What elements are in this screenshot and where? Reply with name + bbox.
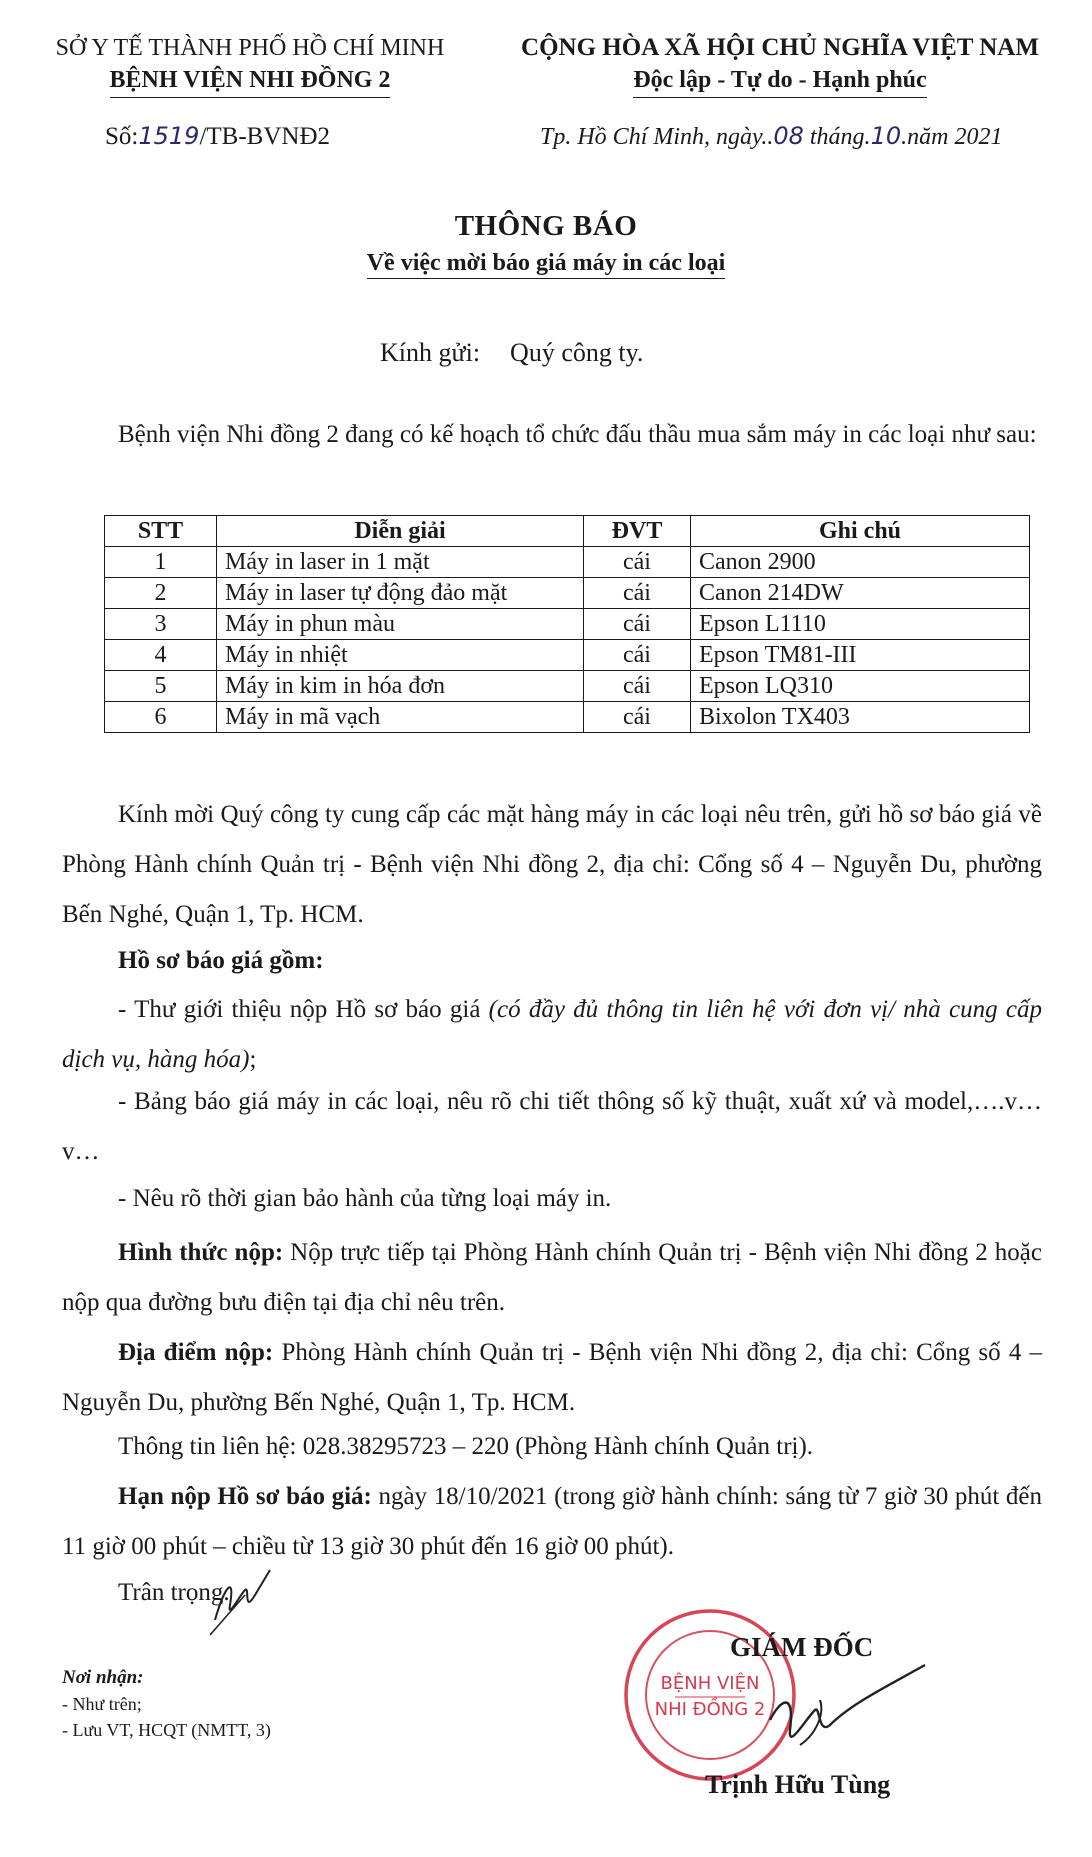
cell-unit: cái — [584, 547, 691, 578]
table-header-row — [105, 516, 1030, 547]
recipients-title: Nơi nhận: — [62, 1667, 144, 1688]
header-stt: STT — [105, 516, 217, 547]
cell-unit: cái — [584, 671, 691, 702]
cell-stt: 6 — [105, 702, 217, 733]
signer-name: Trịnh Hữu Tùng — [705, 1770, 891, 1799]
signer-position: GIÁM ĐỐC — [730, 1632, 874, 1662]
submission-place — [62, 1328, 1042, 1428]
table-row — [105, 671, 1030, 702]
printer-table — [104, 515, 1030, 733]
dossier-item-3: - Nêu rõ thời gian bảo hành của từng loại máy in. — [118, 1185, 612, 1212]
contact-info: Thông tin liên hệ: 028.38295723 – 220 (Phòng Hành chính Quản trị). — [118, 1433, 814, 1460]
country-name: CỘNG HÒA XÃ HỘI CHỦ NGHĨA VIỆT NAM — [521, 34, 1039, 61]
header-note: Ghi chú — [691, 516, 1030, 547]
cell-description: Máy in phun màu — [217, 609, 584, 640]
table-row — [105, 547, 1030, 578]
intro-paragraph: Bệnh viện Nhi đồng 2 đang có kế hoạch tổ chức đấu thầu mua sắm máy in các loại như sau: — [118, 421, 1037, 448]
number-handwritten: 1519 — [138, 122, 200, 150]
cell-stt: 2 — [105, 578, 217, 609]
place-label: Địa điểm nộp: — [118, 1339, 274, 1366]
cell-unit: cái — [584, 702, 691, 733]
salutation-label: Kính gửi: — [380, 338, 481, 367]
date-prefix: Tp. Hồ Chí Minh, ngày.. — [540, 124, 774, 150]
item1-end: ; — [249, 1046, 257, 1073]
date-mid: tháng. — [803, 124, 871, 150]
cell-note: Epson LQ310 — [691, 671, 1030, 702]
cell-description: Máy in laser in 1 mặt — [217, 547, 584, 578]
deadline — [62, 1472, 1042, 1572]
cell-unit: cái — [584, 609, 691, 640]
motto: Độc lập - Tự do - Hạnh phúc — [633, 64, 926, 98]
cell-description: Máy in nhiệt — [217, 640, 584, 671]
national-heading — [495, 32, 1065, 98]
motto-line — [495, 64, 1065, 98]
submission-method — [62, 1228, 1042, 1328]
seal-text-1: BỆNH VIỆN — [660, 1673, 760, 1694]
item1-text: - Thư giới thiệu nộp Hồ sơ báo giá — [118, 996, 489, 1023]
initial-signature — [205, 1565, 275, 1640]
method-label: Hình thức nộp: — [118, 1239, 284, 1266]
number-suffix: /TB-BVNĐ2 — [199, 123, 330, 150]
document-title: THÔNG BÁO — [454, 210, 638, 242]
org-line-1: SỞ Y TẾ THÀNH PHỐ HỒ CHÍ MINH — [55, 35, 445, 61]
document-subtitle — [0, 250, 1092, 277]
date-suffix: .năm 2021 — [901, 124, 1003, 150]
cell-description: Máy in laser tự động đảo mặt — [217, 578, 584, 609]
invitation-paragraph: Kính mời Quý công ty cung cấp các mặt hàng máy in các loại nêu trên, gửi hồ sơ báo giá về Phòng Hành chính Quản trị - Bệnh viện Nhi đồng 2, địa chỉ: Cổng số 4 – Nguyễn Du, phường Bến Nghé, Quận 1, Tp. HCM. — [62, 801, 1042, 928]
cell-note: Epson TM81-III — [691, 640, 1030, 671]
dossier-title: Hồ sơ báo giá gồm: — [118, 947, 324, 974]
dossier-item-1 — [62, 985, 1042, 1085]
dossier-item-2: - Bảng báo giá máy in các loại, nêu rõ chi tiết thông số kỹ thuật, xuất xứ và model,….v…v… — [62, 1088, 1042, 1165]
deadline-label: Hạn nộp Hồ sơ báo giá: — [118, 1483, 372, 1510]
header-unit: ĐVT — [584, 516, 691, 547]
cell-note: Bixolon TX403 — [691, 702, 1030, 733]
closing: Trân trọng. — [118, 1579, 230, 1606]
cell-stt: 1 — [105, 547, 217, 578]
cell-description: Máy in mã vạch — [217, 702, 584, 733]
cell-note: Canon 2900 — [691, 547, 1030, 578]
cell-stt: 5 — [105, 671, 217, 702]
number-prefix: Số: — [105, 123, 139, 150]
cell-note: Canon 214DW — [691, 578, 1030, 609]
table-row — [105, 578, 1030, 609]
recipient-line: - Lưu VT, HCQT (NMTT, 3) — [62, 1720, 271, 1740]
item1-italic: (có đầy đủ thông tin liên hệ với đơn vị/ nhà cung cấp dịch vụ, hàng hóa) — [62, 996, 1042, 1073]
salutation-recipient: Quý công ty. — [510, 338, 644, 367]
seal-text-2: NHI ĐỒNG 2 — [654, 1699, 766, 1720]
org-name: BỆNH VIỆN NHI ĐỒNG 2 — [110, 64, 391, 98]
issuing-authority — [30, 32, 470, 98]
table-row — [105, 640, 1030, 671]
recipient-line: - Như trên; — [62, 1694, 142, 1714]
cell-unit: cái — [584, 578, 691, 609]
document-number — [105, 122, 330, 151]
cell-description: Máy in kim in hóa đơn — [217, 671, 584, 702]
header-description: Diễn giải — [217, 516, 584, 547]
cell-stt: 3 — [105, 609, 217, 640]
cell-note: Epson L1110 — [691, 609, 1030, 640]
org-line-2 — [30, 64, 470, 98]
method-text: Nộp trực tiếp tại Phòng Hành chính Quản trị - Bệnh viện Nhi đồng 2 hoặc nộp qua đường bưu điện tại địa chỉ nêu trên. — [62, 1239, 1042, 1316]
subtitle-text: Về việc mời báo giá máy in các loại — [367, 250, 726, 279]
cell-unit: cái — [584, 640, 691, 671]
deadline-text: ngày 18/10/2021 (trong giờ hành chính: sáng từ 7 giờ 30 phút đến 11 giờ 00 phút – chiều từ 13 giờ 30 phút đến 16 giờ 00 phút). — [62, 1483, 1042, 1560]
recipients-block — [62, 1665, 271, 1743]
table-row — [105, 609, 1030, 640]
salutation — [380, 338, 643, 368]
document-date — [540, 122, 1002, 151]
place-text: Phòng Hành chính Quản trị - Bệnh viện Nhi đồng 2, địa chỉ: Cổng số 4 – Nguyễn Du, phường Bến Nghé, Quận 1, Tp. HCM. — [62, 1339, 1043, 1416]
cell-stt: 4 — [105, 640, 217, 671]
date-day: 08 — [773, 122, 804, 150]
date-month: 10 — [870, 122, 902, 150]
table-row — [105, 702, 1030, 733]
director-signature — [760, 1660, 930, 1760]
